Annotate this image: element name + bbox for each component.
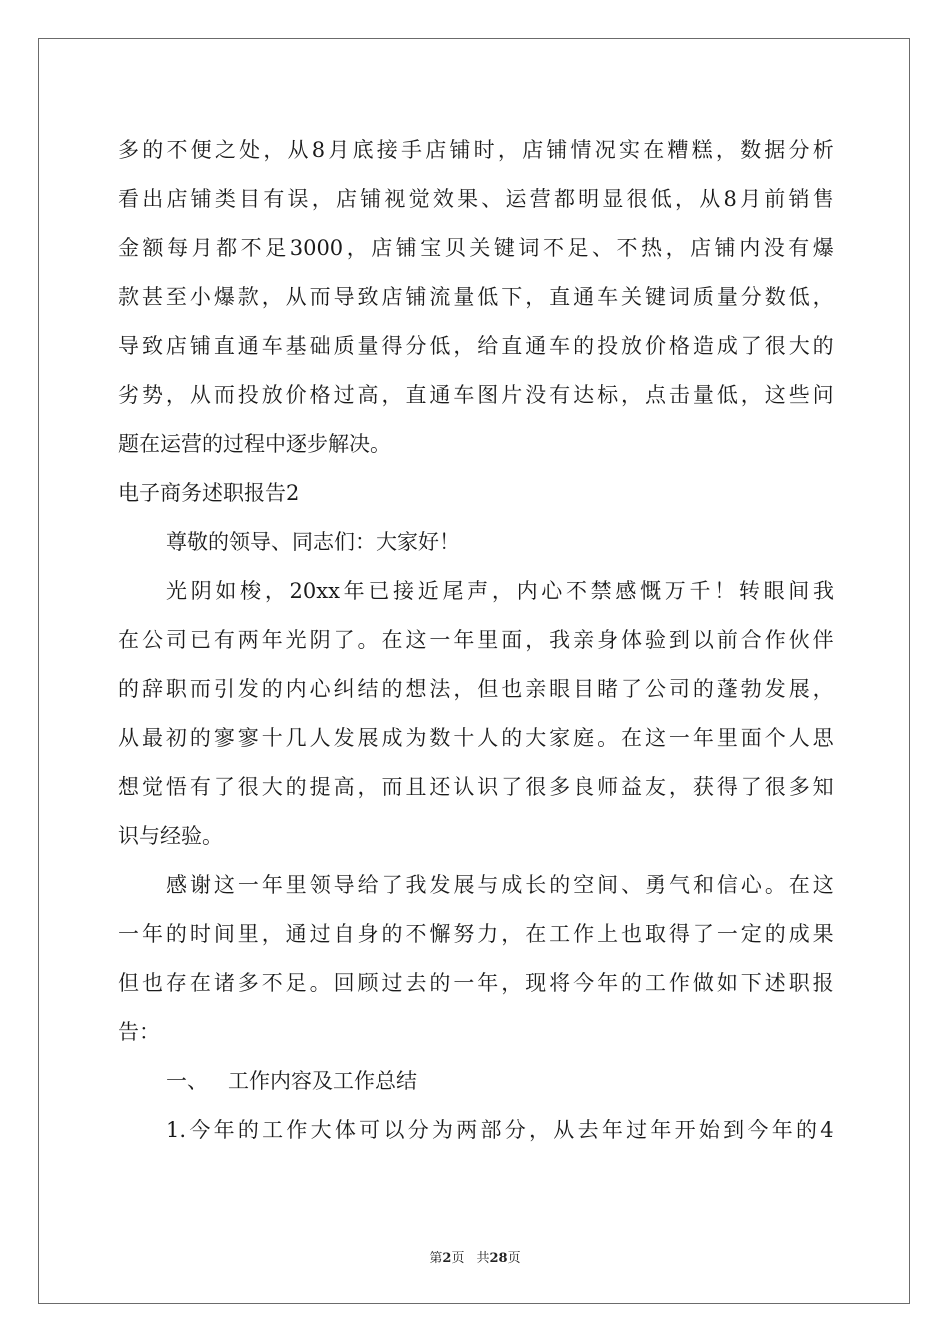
body-text-line: 一 年 的 时 间 里 ， 通 过 自 身 的 不 懈 努 力 ， 在 工 作 上 也 取 得 了 一 定 的 成 果 (118, 922, 834, 946)
body-text-line: 题在运营的过程中逐步解决。 (118, 432, 391, 456)
page-footer (0, 1247, 950, 1266)
body-text-line: 光 阴 如 梭 ， 20xx 年 已 接 近 尾 声 ， 内 心 不 禁 感 慨 万 千 ！ 转 眼 间 我 (166, 579, 834, 603)
body-text-line: 尊敬的领导、同志们：大家好！ (166, 530, 460, 554)
page-suffix: 页 (451, 1251, 465, 1266)
total-pages-number: 28 (489, 1251, 508, 1266)
body-text-line: 劣 势 ， 从 而 投 放 价 格 过 高 ， 直 通 车 图 片 没 有 达 标 ， 点 击 量 低 ， 这 些 问 (118, 383, 834, 407)
body-text-line: 的 辞 职 而 引 发 的 内 心 纠 结 的 想 法 ， 但 也 亲 眼 目 睹 了 公 司 的 蓬 勃 发 展 ， (118, 677, 834, 701)
body-text-line: 从 最 初 的 寥 寥 十 几 人 发 展 成 为 数 十 人 的 大 家 庭 。 在 这 一 年 里 面 个 人 思 (118, 726, 834, 750)
body-text-line: 告： (118, 1020, 160, 1044)
section-title: 工作内容及工作总结 (228, 1069, 417, 1093)
body-text-line: 款 甚 至 小 爆 款 ， 从 而 导 致 店 铺 流 量 低 下 ， 直 通 车 关 键 词 质 量 分 数 低 ， (118, 285, 834, 309)
body-text-line: 识与经验。 (118, 824, 223, 848)
page-prefix: 第 (429, 1251, 443, 1266)
body-text-line: 1. 今 年 的 工 作 大 体 可 以 分 为 两 部 分 ， 从 去 年 过 年 开 始 到 今 年 的 4 (166, 1118, 834, 1142)
document-subtitle: 电子商务述职报告2 (118, 481, 300, 505)
body-text-line: 在 公 司 已 有 两 年 光 阴 了 。 在 这 一 年 里 面 ， 我 亲 身 体 验 到 以 前 合 作 伙 伴 (118, 628, 834, 652)
body-text-line: 想 觉 悟 有 了 很 大 的 提 高 ， 而 且 还 认 识 了 很 多 良 师 益 友 ， 获 得 了 很 多 知 (118, 775, 834, 799)
total-prefix: 共 (476, 1251, 490, 1266)
body-text-line: 感 谢 这 一 年 里 领 导 给 了 我 发 展 与 成 长 的 空 间 、 勇 气 和 信 心 。 在 这 (166, 873, 834, 897)
section-number: 一、 (166, 1069, 208, 1093)
body-text-line: 多 的 不 便 之 处 ， 从 8 月 底 接 手 店 铺 时 ， 店 铺 情 况 实 在 糟 糕 ， 数 据 分 析 (118, 138, 834, 162)
total-suffix: 页 (507, 1251, 521, 1266)
body-text-line: 导 致 店 铺 直 通 车 基 础 质 量 得 分 低 ， 给 直 通 车 的 投 放 价 格 造 成 了 很 大 的 (118, 334, 834, 358)
body-text-line: 看 出 店 铺 类 目 有 误 ， 店 铺 视 觉 效 果 、 运 营 都 明 显 很 低 ， 从 8 月 前 销 售 (118, 187, 834, 211)
body-text-line: 金 额 每 月 都 不 足 3000 ， 店 铺 宝 贝 关 键 词 不 足 、 不 热 ， 店 铺 内 没 有 爆 (118, 236, 834, 260)
document-body (118, 126, 834, 1155)
section-heading (118, 1057, 834, 1106)
body-text-line: 但 也 存 在 诸 多 不 足 。 回 顾 过 去 的 一 年 ， 现 将 今 年 的 工 作 做 如 下 述 职 报 (118, 971, 834, 995)
current-page-number: 2 (442, 1251, 452, 1266)
